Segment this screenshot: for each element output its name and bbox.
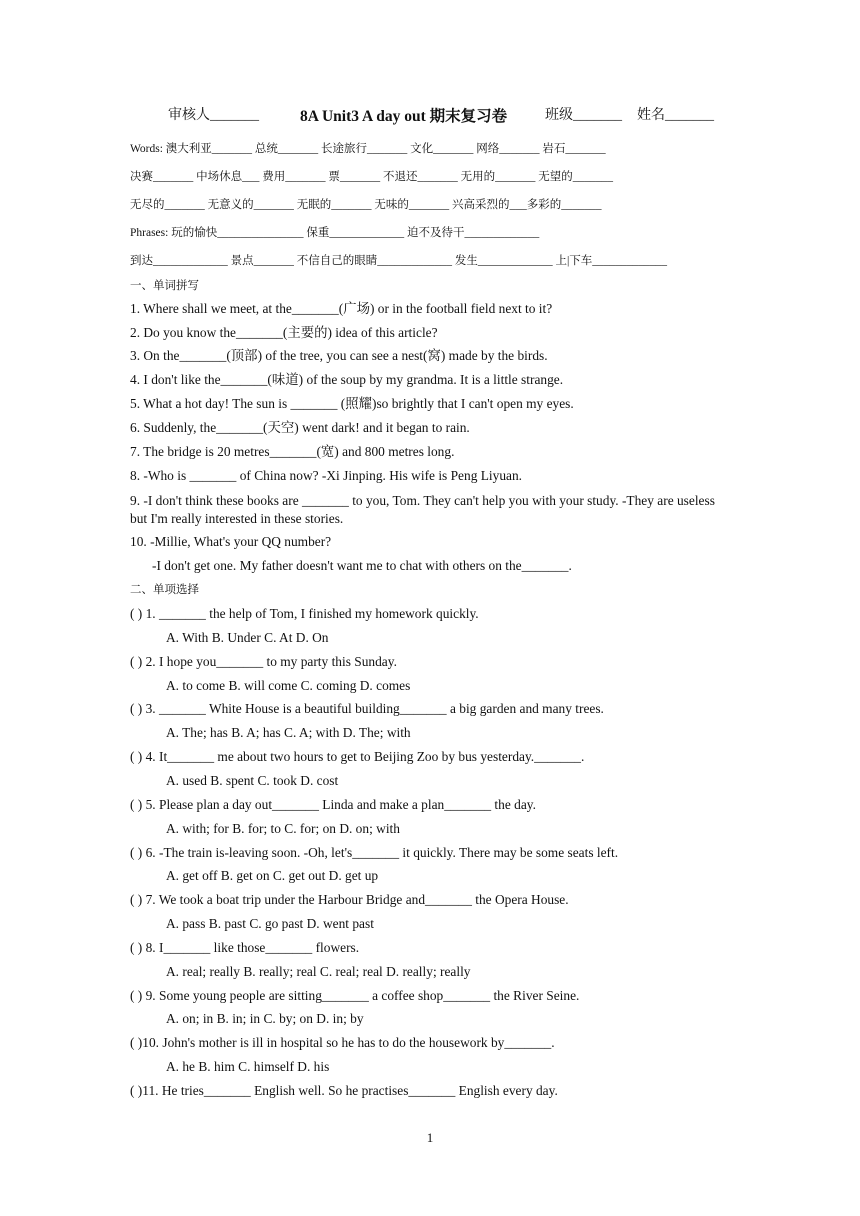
spelling-item: 8. -Who is _______ of China now? -Xi Jinping. His wife is Peng Liyuan.	[130, 468, 523, 483]
section1-heading: 一、单词拼写	[130, 280, 199, 292]
words-line-3: 无尽的_______ 无意义的_______ 无眠的_______ 无味的_______ 兴高采烈的___多彩的_______	[130, 199, 602, 211]
spelling-item: 9. -I don't think these books are _______ to you, Tom. They can't help you with your study. -They are useless but I'm really interested in these stories.	[130, 493, 715, 526]
spelling-item: 2. Do you know the_______(主要的) idea of this article?	[130, 325, 438, 340]
mc-options: A. with; for B. for; to C. for; on D. on; with	[166, 821, 400, 836]
mc-options: A. With B. Under C. At D. On	[166, 630, 329, 645]
mc-question: ( ) 5. Please plan a day out_______ Linda and make a plan_______ the day.	[130, 797, 536, 812]
mc-options: A. on; in B. in; in C. by; on D. in; by	[166, 1011, 364, 1026]
mc-question: ( ) 3. _______ White House is a beautiful building_______ a big garden and many trees.	[130, 701, 604, 716]
phrases-line-2: 到达_____________ 景点_______ 不信自己的眼睛_____________ 发生_____________ 上|下车_____________	[130, 255, 668, 267]
mc-options: A. used B. spent C. took D. cost	[166, 773, 339, 788]
spelling-item: 5. What a hot day! The sun is _______ (照耀)so brightly that I can't open my eyes.	[130, 396, 574, 411]
mc-options: A. to come B. will come C. coming D. comes	[166, 678, 411, 693]
spelling-item: 7. The bridge is 20 metres_______(宽) and 800 metres long.	[130, 444, 455, 459]
spelling-item: 4. I don't like the_______(味道) of the soup by my grandma. It is a little strange.	[130, 372, 564, 387]
page-number: 1	[426, 1130, 434, 1145]
spelling-item: 10. -Millie, What's your QQ number?	[130, 534, 332, 549]
mc-question: ( ) 8. I_______ like those_______ flowers.	[130, 940, 360, 955]
mc-question: ( )10. John's mother is ill in hospital so he has to do the housework by_______.	[130, 1035, 555, 1050]
mc-options: A. real; really B. really; real C. real; real D. really; really	[166, 964, 471, 979]
mc-options: A. The; has B. A; has C. A; with D. The; with	[166, 725, 411, 740]
words-line-1: Words: 澳大利亚_______ 总统_______ 长途旅行_______ 文化_______ 网络_______ 岩石_______	[130, 143, 606, 155]
mc-options: A. pass B. past C. go past D. went past	[166, 916, 374, 931]
spelling-item-continued: -I don't get one. My father doesn't want me to chat with others on the_______.	[152, 558, 572, 573]
page-title: 8A Unit3 A day out 期末复习卷	[300, 108, 508, 125]
words-line-2: 决赛_______ 中场休息___ 费用_______ 票_______ 不退还_______ 无用的_______ 无望的_______	[130, 171, 613, 183]
mc-question: ( )11. He tries_______ English well. So he practises_______ English every day.	[130, 1083, 558, 1098]
phrases-line-1: Phrases: 玩的愉快_______________ 保重_____________ 迫不及待干_____________	[130, 227, 540, 239]
spelling-item: 3. On the_______(顶部) of the tree, you can see a nest(窝) made by the birds.	[130, 348, 548, 363]
class-field: 班级_______	[545, 108, 622, 123]
mc-question: ( ) 4. It_______ me about two hours to get to Beijing Zoo by bus yesterday._______.	[130, 749, 585, 764]
mc-options: A. he B. him C. himself D. his	[166, 1059, 330, 1074]
mc-question: ( ) 6. -The train is-leaving soon. -Oh, let's_______ it quickly. There may be some seats left.	[130, 845, 619, 860]
name-field: 姓名_______	[637, 108, 714, 123]
reviewer-field: 审核人_______	[168, 108, 259, 123]
mc-options: A. get off B. get on C. get out D. get up	[166, 868, 379, 883]
spelling-item: 6. Suddenly, the_______(天空) went dark! and it began to rain.	[130, 420, 470, 435]
mc-question: ( ) 7. We took a boat trip under the Harbour Bridge and_______ the Opera House.	[130, 892, 569, 907]
spelling-item: 1. Where shall we meet, at the_______(广场) or in the football field next to it?	[130, 301, 553, 316]
section2-heading: 二、单项选择	[130, 584, 199, 596]
mc-question: ( ) 1. _______ the help of Tom, I finished my homework quickly.	[130, 606, 479, 621]
mc-question: ( ) 9. Some young people are sitting_______ a coffee shop_______ the River Seine.	[130, 988, 580, 1003]
mc-question: ( ) 2. I hope you_______ to my party this Sunday.	[130, 654, 397, 669]
